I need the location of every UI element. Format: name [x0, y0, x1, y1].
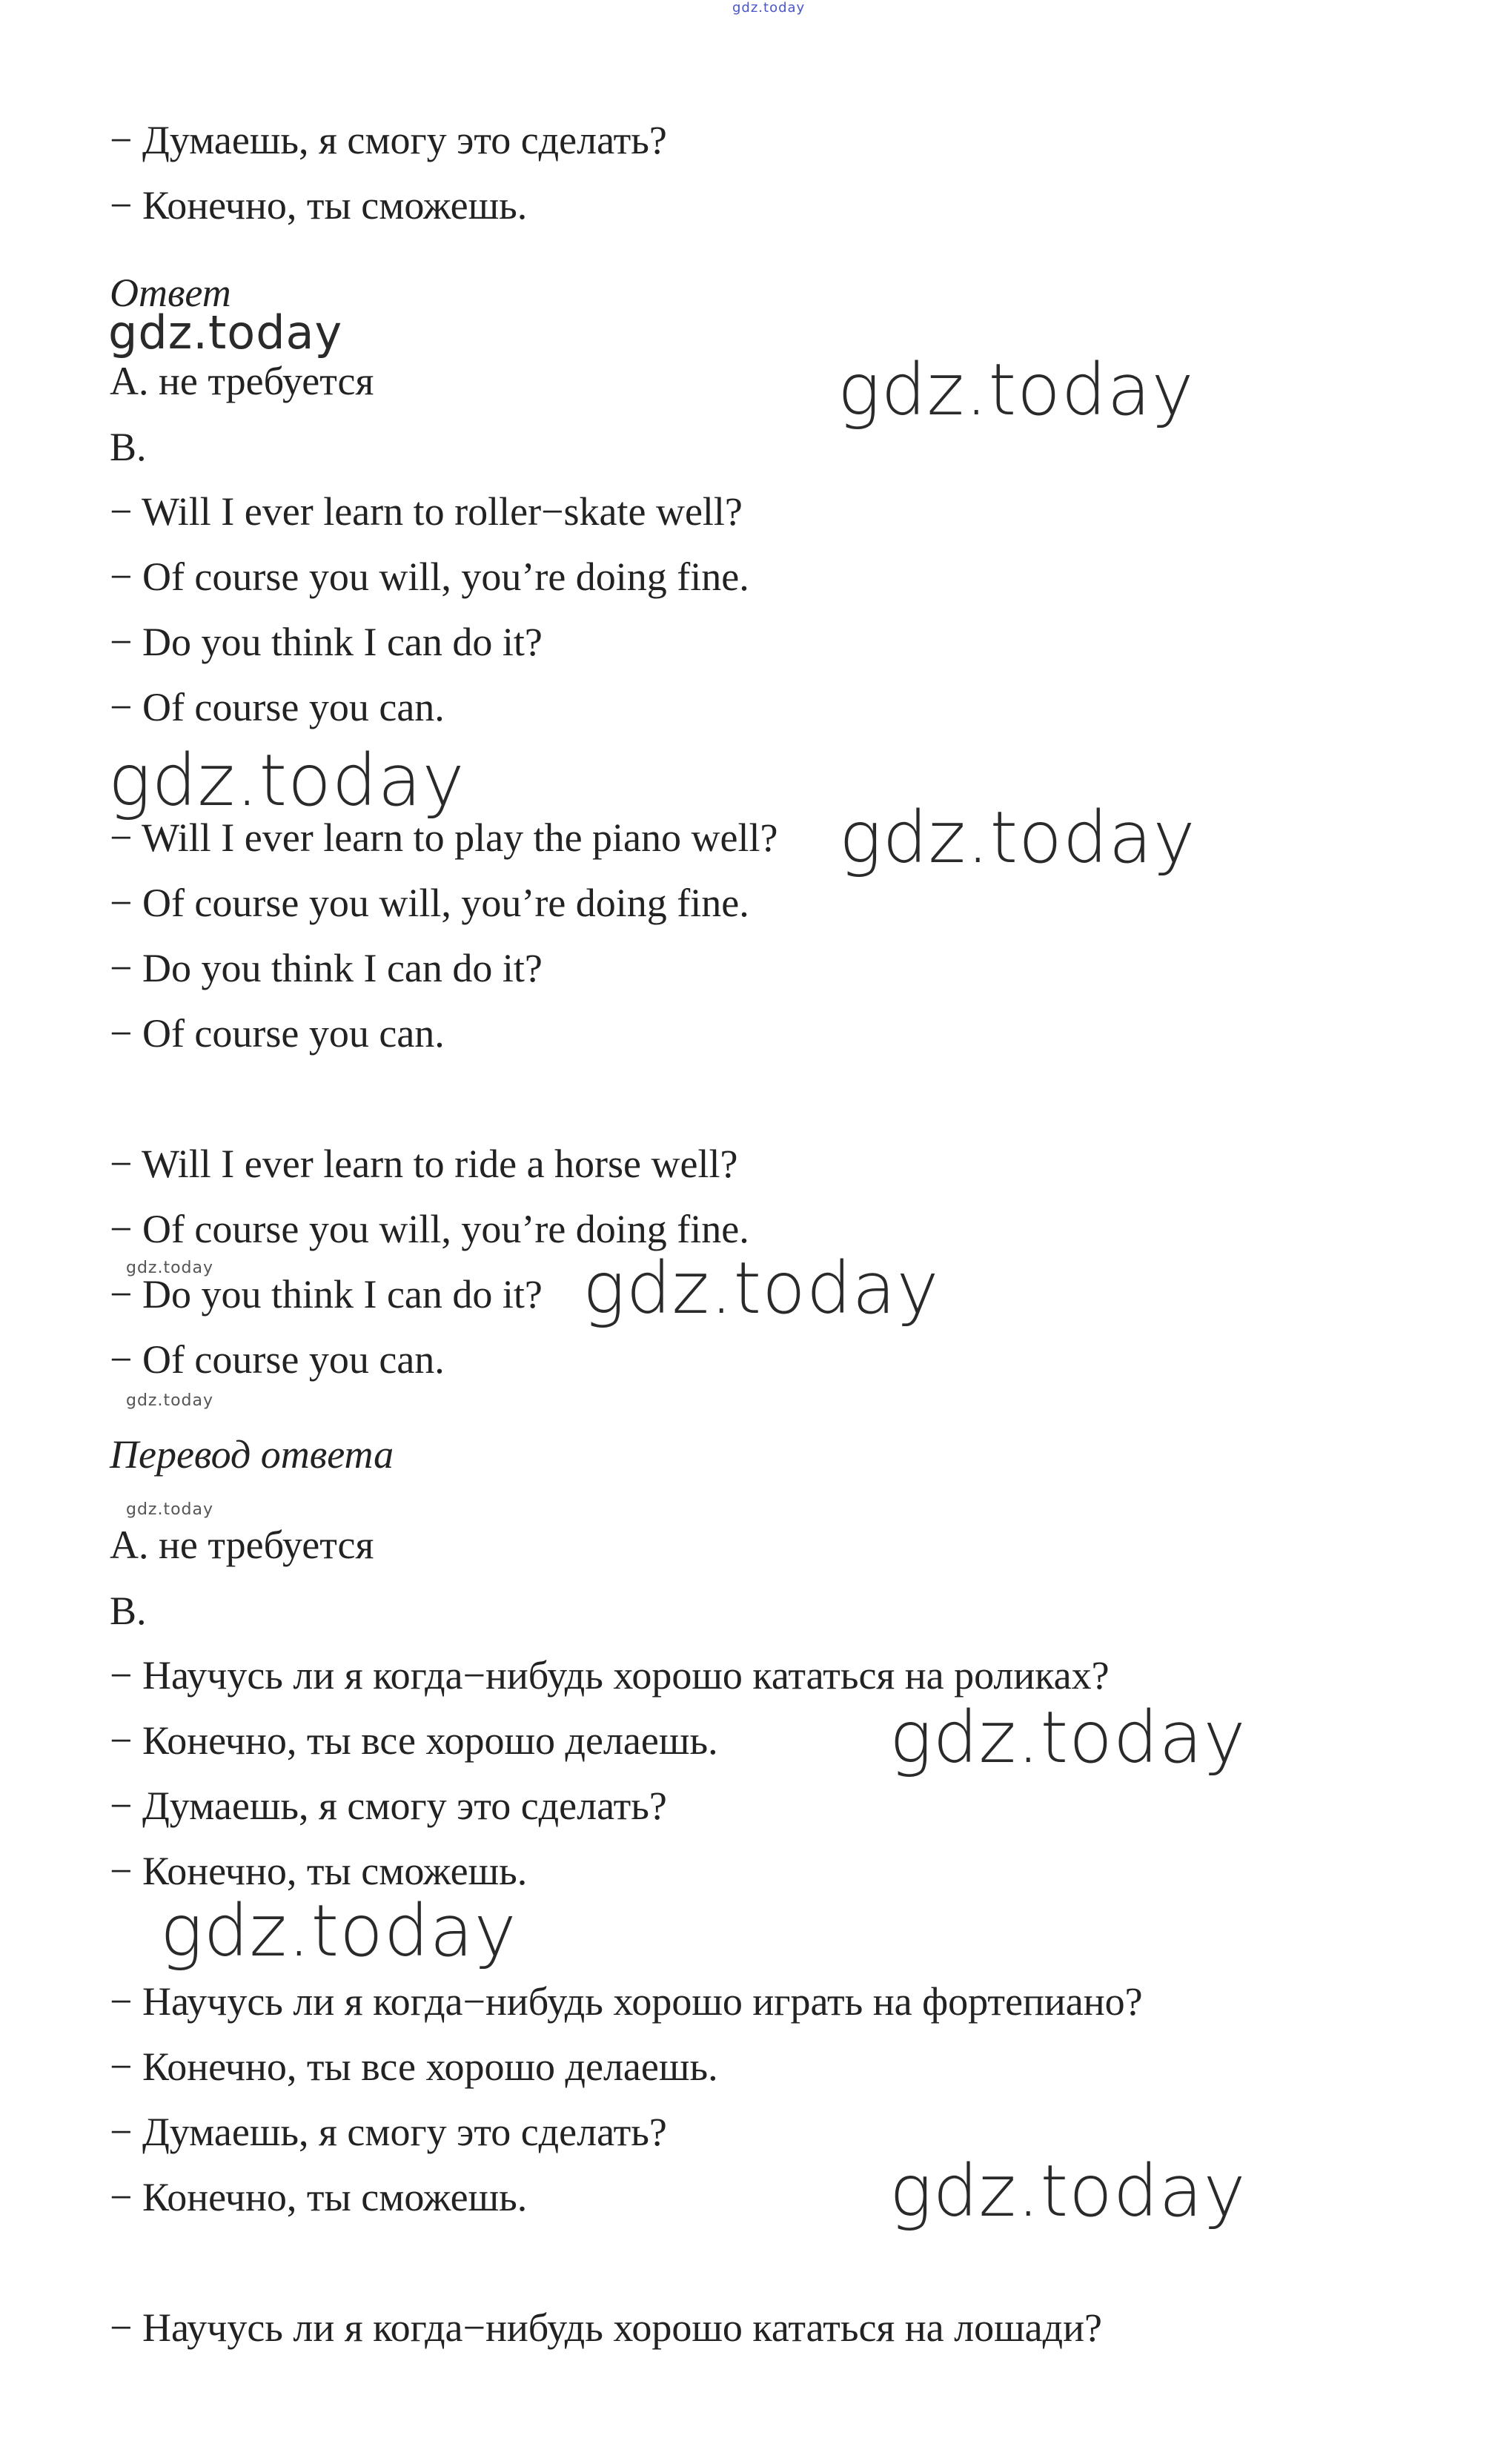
translation-heading: Перевод ответа [110, 1432, 394, 1477]
watermark-top: gdz.today [732, 0, 806, 16]
watermark: gdz.today [126, 1391, 214, 1410]
watermark: gdz.today [160, 1890, 517, 1973]
text-line: − Научусь ли я когда−нибудь хорошо кататься на роликах? [110, 1653, 1110, 1698]
text-line: − Do you think I can do it? [110, 620, 543, 664]
text-line: − Of course you will, you’re doing fine. [110, 554, 749, 599]
watermark: gdz.today [126, 1500, 214, 1519]
text-line: − Of course you can. [110, 1337, 445, 1382]
text-line: − Конечно, ты сможешь. [110, 183, 528, 228]
text-line: − Конечно, ты сможешь. [110, 2175, 528, 2219]
text-line: − Думаешь, я смогу это сделать? [110, 1784, 667, 1828]
text-line: − Конечно, ты все хорошо делаешь. [110, 1718, 718, 1763]
text-line: − Конечно, ты сможешь. [110, 1849, 528, 1893]
text-line: − Of course you can. [110, 685, 445, 729]
text-line: − Of course you will, you’re doing fine. [110, 1207, 749, 1251]
watermark: gdz.today [108, 739, 465, 822]
watermark: gdz.today [126, 1259, 214, 1277]
watermark: gdz.today [839, 796, 1196, 879]
watermark: gdz.today [108, 305, 343, 360]
watermark: gdz.today [838, 348, 1195, 431]
text-line: B. [110, 1589, 147, 1633]
text-line: B. [110, 425, 147, 469]
watermark: gdz.today [583, 1247, 940, 1330]
text-line: − Will I ever learn to ride a horse well? [110, 1142, 738, 1186]
watermark: gdz.today [889, 1696, 1247, 1779]
text-line: − Думаешь, я смогу это сделать? [110, 2110, 667, 2154]
text-line: − Конечно, ты все хорошо делаешь. [110, 2044, 718, 2089]
text-line: − Do you think I can do it? [110, 1272, 543, 1317]
text-line: − Научусь ли я когда−нибудь хорошо кататься на лошади? [110, 2305, 1102, 2350]
text-line: − Will I ever learn to roller−skate well? [110, 489, 743, 534]
text-line: − Научусь ли я когда−нибудь хорошо играть на фортепиано? [110, 1979, 1143, 2024]
watermark: gdz.today [889, 2150, 1247, 2233]
text-line: А. не требуется [110, 359, 374, 403]
text-line: − Of course you can. [110, 1011, 445, 1056]
answer-heading: Ответ [110, 271, 231, 315]
text-line: − Do you think I can do it? [110, 946, 543, 990]
text-line: − Will I ever learn to play the piano well? [110, 815, 778, 860]
text-line: А. не требуется [110, 1523, 374, 1567]
text-line: − Думаешь, я смогу это сделать? [110, 118, 667, 162]
text-line: − Of course you will, you’re doing fine. [110, 881, 749, 925]
